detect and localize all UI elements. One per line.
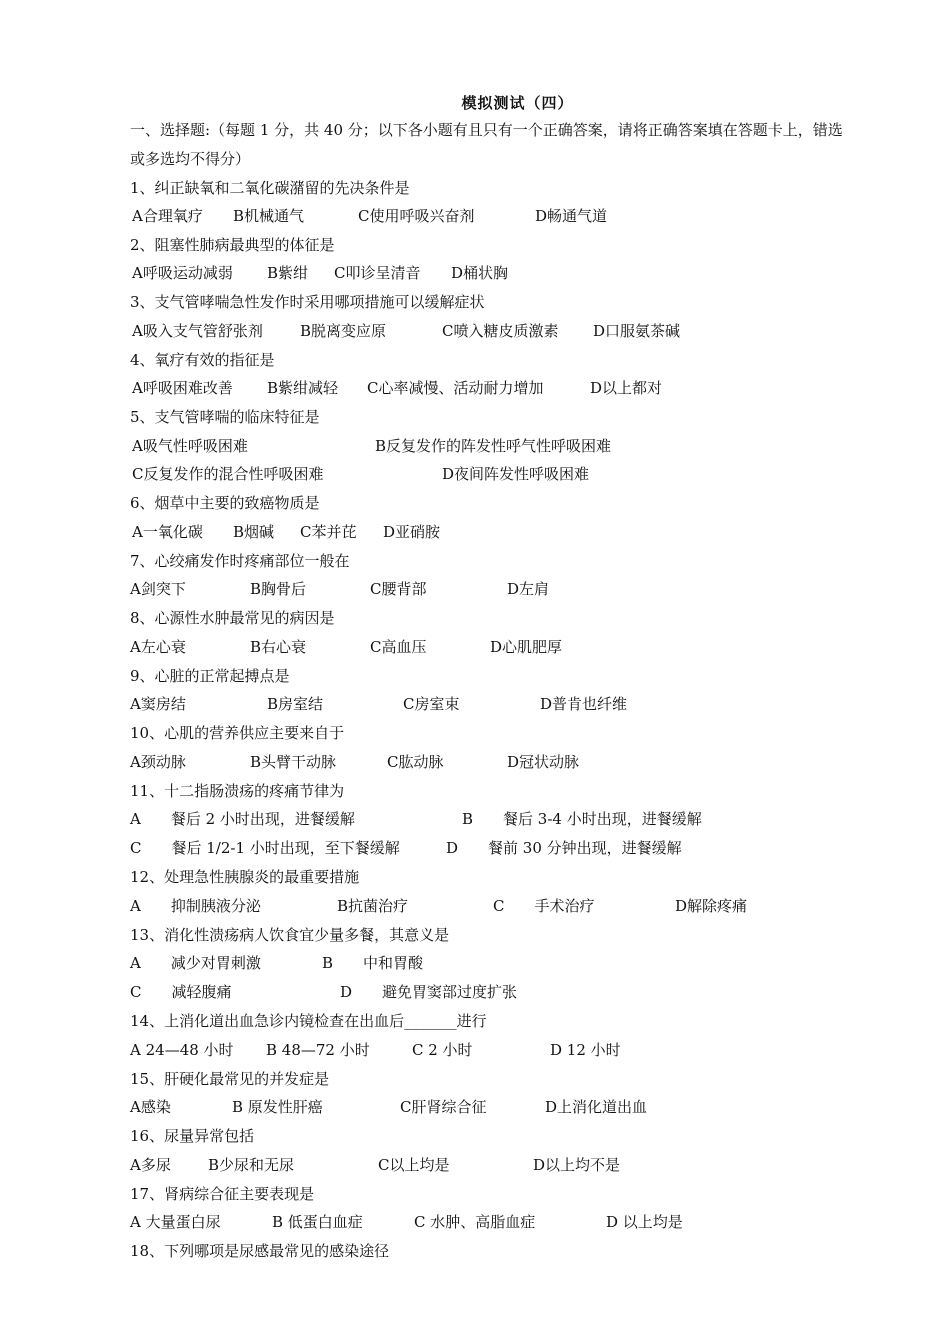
option-a: A吸气性呼吸困难 <box>132 437 248 455</box>
option-d: D普肯也纤维 <box>540 695 628 713</box>
option-b: B抗菌治疗 <box>337 897 409 915</box>
option-b: B头臂干动脉 <box>250 753 337 771</box>
option-c: C以上均是 <box>378 1156 450 1174</box>
option-b: B 餐后 3-4 小时出现，进餐缓解 <box>462 810 702 828</box>
option-a: A呼吸运动减弱 <box>132 264 233 282</box>
question-stem: 1、纠正缺氧和二氧化碳潴留的先决条件是 <box>130 179 410 197</box>
question-stem: 7、心绞痛发作时疼痛部位一般在 <box>130 552 350 570</box>
option-d: D解除疼痛 <box>675 897 748 915</box>
option-b: B紫绀 <box>267 264 309 282</box>
intro-line-2: 或多选均不得分） <box>130 150 251 168</box>
option-a: A剑突下 <box>130 580 186 598</box>
option-d: D 以上均是 <box>606 1213 683 1231</box>
option-d: D左肩 <box>507 580 550 598</box>
question-stem: 10、心肌的营养供应主要来自于 <box>130 724 345 742</box>
option-c: C肱动脉 <box>387 753 444 771</box>
option-c: C 手术治疗 <box>493 897 595 915</box>
option-b: B反复发作的阵发性呼气性呼吸困难 <box>375 437 612 455</box>
option-c: C腰背部 <box>370 580 427 598</box>
option-d: D上消化道出血 <box>545 1098 648 1116</box>
option-a: A 24—48 小时 <box>130 1041 234 1059</box>
page-title: 模拟测试（四） <box>461 94 574 112</box>
question-stem: 17、肾病综合征主要表现是 <box>130 1185 315 1203</box>
option-d: D冠状动脉 <box>507 753 580 771</box>
option-c: C使用呼吸兴奋剂 <box>358 207 475 225</box>
option-c: C叩诊呈清音 <box>334 264 421 282</box>
option-b: B紫绀减轻 <box>267 379 339 397</box>
option-b: B 原发性肝癌 <box>232 1098 323 1116</box>
option-c: C 水肿、高脂血症 <box>414 1213 536 1231</box>
option-c: C 减轻腹痛 <box>130 983 232 1001</box>
question-stem: 5、支气管哮喘的临床特征是 <box>130 408 320 426</box>
option-c: C 餐后 1/2-1 小时出现，至下餐缓解 <box>130 839 400 857</box>
option-d: D亚硝胺 <box>383 523 441 541</box>
option-a: A 减少对胃刺激 <box>130 954 261 972</box>
option-b: B 低蛋白血症 <box>272 1213 363 1231</box>
option-c: C 2 小时 <box>412 1041 473 1059</box>
option-c: C房室束 <box>403 695 460 713</box>
question-stem: 8、心源性水肿最常见的病因是 <box>130 609 335 627</box>
option-a: A呼吸困难改善 <box>132 379 233 397</box>
option-c: C苯并芘 <box>300 523 357 541</box>
option-c: C高血压 <box>370 638 427 656</box>
option-b: B房室结 <box>267 695 324 713</box>
option-d: D 避免胃窦部过度扩张 <box>340 983 518 1001</box>
option-d: D桶状胸 <box>451 264 509 282</box>
question-stem: 11、十二指肠溃疡的疼痛节律为 <box>130 782 345 800</box>
option-d: D畅通气道 <box>535 207 608 225</box>
option-a: A 大量蛋白尿 <box>130 1213 221 1231</box>
option-d: D 12 小时 <box>550 1041 621 1059</box>
option-a: A 餐后 2 小时出现，进餐缓解 <box>130 810 355 828</box>
option-a: A左心衰 <box>130 638 186 656</box>
option-b: B少尿和无尿 <box>208 1156 295 1174</box>
option-b: B右心衰 <box>250 638 307 656</box>
intro-line-1: 一、选择题:（每题 1 分，共 40 分；以下各小题有且只有一个正确答案，请将正确答案填在答题卡上，错选 <box>130 121 843 139</box>
option-d: D 餐前 30 分钟出现，进餐缓解 <box>446 839 682 857</box>
option-a: A感染 <box>130 1098 171 1116</box>
question-stem: 4、氧疗有效的指征是 <box>130 351 275 369</box>
question-stem: 16、尿量异常包括 <box>130 1127 255 1145</box>
question-stem: 18、下列哪项是尿感最常见的感染途径 <box>130 1242 390 1260</box>
option-b: B脱离变应原 <box>300 322 387 340</box>
option-d: D口服氨茶碱 <box>593 322 681 340</box>
option-b: B烟碱 <box>233 523 275 541</box>
question-stem: 2、阻塞性肺病最典型的体征是 <box>130 236 335 254</box>
option-a: A窦房结 <box>130 695 186 713</box>
option-c: C心率减慢、活动耐力增加 <box>367 379 544 397</box>
option-a: A一氧化碳 <box>132 523 203 541</box>
option-a: A合理氧疗 <box>132 207 203 225</box>
option-c: C喷入糖皮质激素 <box>442 322 559 340</box>
option-c: C肝肾综合征 <box>400 1098 487 1116</box>
option-b: B机械通气 <box>233 207 305 225</box>
option-d: D心肌肥厚 <box>490 638 563 656</box>
question-stem: 3、支气管哮喘急性发作时采用哪项措施可以缓解症状 <box>130 293 485 311</box>
option-c: C反复发作的混合性呼吸困难 <box>132 465 324 483</box>
option-a: A多尿 <box>130 1156 171 1174</box>
option-a: A颈动脉 <box>130 753 186 771</box>
option-b: B 中和胃酸 <box>322 954 424 972</box>
option-a: A吸入支气管舒张剂 <box>132 322 263 340</box>
question-stem: 6、烟草中主要的致癌物质是 <box>130 494 320 512</box>
question-stem: 15、肝硬化最常见的并发症是 <box>130 1070 330 1088</box>
option-b: B胸骨后 <box>250 580 307 598</box>
question-stem: 12、处理急性胰腺炎的最重要措施 <box>130 868 360 886</box>
option-a: A 抑制胰液分泌 <box>130 897 261 915</box>
question-stem: 13、消化性溃疡病人饮食宜少量多餐，其意义是 <box>130 926 450 944</box>
question-stem: 9、心脏的正常起搏点是 <box>130 667 290 685</box>
option-d: D夜间阵发性呼吸困难 <box>442 465 590 483</box>
option-d: D以上均不是 <box>533 1156 621 1174</box>
option-b: B 48—72 小时 <box>266 1041 370 1059</box>
option-d: D以上都对 <box>590 379 663 397</box>
question-stem: 14、上消化道出血急诊内镜检查在出血后_______进行 <box>130 1012 487 1030</box>
